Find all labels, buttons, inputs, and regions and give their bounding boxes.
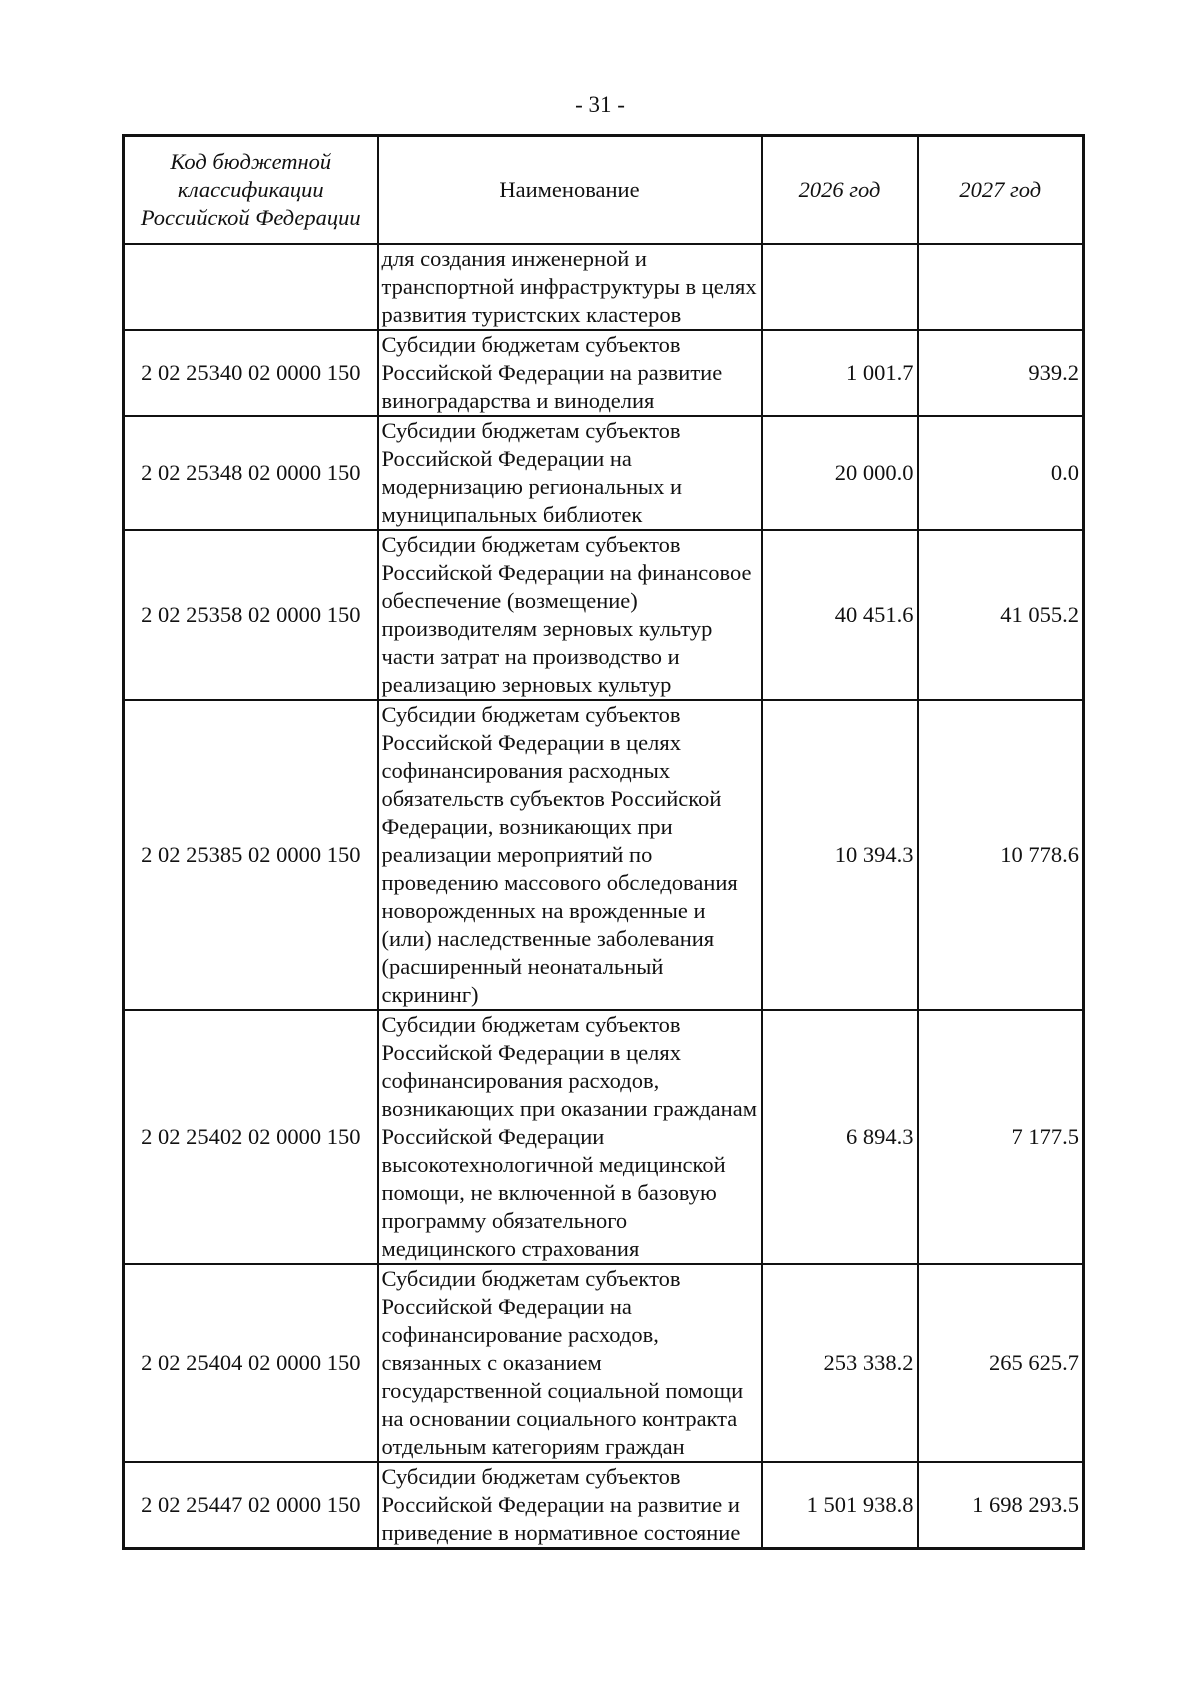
row-amount-2026 bbox=[762, 244, 918, 330]
row-amount-2027: 7 177.5 bbox=[918, 1010, 1084, 1264]
row-amount-2026: 1 501 938.8 bbox=[762, 1462, 918, 1549]
row-name: для создания инженерной и транспортной инфраструктуры в целях развития туристских кластеров bbox=[378, 244, 762, 330]
row-amount-2026: 40 451.6 bbox=[762, 530, 918, 700]
row-amount-2027: 41 055.2 bbox=[918, 530, 1084, 700]
row-amount-2027: 939.2 bbox=[918, 330, 1084, 416]
row-amount-2026: 6 894.3 bbox=[762, 1010, 918, 1264]
row-amount-2026: 20 000.0 bbox=[762, 416, 918, 530]
header-year-2026: 2026 год bbox=[762, 136, 918, 245]
row-code bbox=[124, 244, 378, 330]
row-amount-2027: 0.0 bbox=[918, 416, 1084, 530]
header-year-2027: 2027 год bbox=[918, 136, 1084, 245]
table-row bbox=[124, 1264, 1084, 1462]
row-name: Субсидии бюджетам субъектов Российской Федерации на софинансирование расходов, связанных с оказанием государственной социальной помощи на основании социального контракта отдельным категориям граждан bbox=[378, 1264, 762, 1462]
table-row bbox=[124, 1010, 1084, 1264]
row-amount-2026: 10 394.3 bbox=[762, 700, 918, 1010]
table-row bbox=[124, 330, 1084, 416]
header-code: Код бюджетной классификации Российской Федерации bbox=[124, 136, 378, 245]
row-code: 2 02 25447 02 0000 150 bbox=[124, 1462, 378, 1549]
row-name: Субсидии бюджетам субъектов Российской Федерации в целях софинансирования расходных обязательств субъектов Российской Федерации, возникающих при реализации мероприятий по проведению массового обследования новорожденных на врожденные и (или) наследственные заболевания (расширенный неонатальный скрининг) bbox=[378, 700, 762, 1010]
table-row bbox=[124, 1462, 1084, 1549]
row-code: 2 02 25340 02 0000 150 bbox=[124, 330, 378, 416]
table-row bbox=[124, 416, 1084, 530]
row-code: 2 02 25348 02 0000 150 bbox=[124, 416, 378, 530]
row-amount-2026: 253 338.2 bbox=[762, 1264, 918, 1462]
row-amount-2027: 10 778.6 bbox=[918, 700, 1084, 1010]
row-amount-2027: 1 698 293.5 bbox=[918, 1462, 1084, 1549]
row-amount-2027: 265 625.7 bbox=[918, 1264, 1084, 1462]
page-number: - 31 - bbox=[575, 92, 625, 117]
row-name: Субсидии бюджетам субъектов Российской Федерации на финансовое обеспечение (возмещение) производителям зерновых культур части затрат на производство и реализацию зерновых культур bbox=[378, 530, 762, 700]
row-code: 2 02 25402 02 0000 150 bbox=[124, 1010, 378, 1264]
row-name: Субсидии бюджетам субъектов Российской Федерации в целях софинансирования расходов, возникающих при оказании гражданам Российской Федерации высокотехнологичной медицинской помощи, не включенной в базовую программу обязательного медицинского страхования bbox=[378, 1010, 762, 1264]
row-name: Субсидии бюджетам субъектов Российской Федерации на развитие виноградарства и виноделия bbox=[378, 330, 762, 416]
row-amount-2027 bbox=[918, 244, 1084, 330]
row-code: 2 02 25385 02 0000 150 bbox=[124, 700, 378, 1010]
row-name: Субсидии бюджетам субъектов Российской Федерации на развитие и приведение в нормативное состояние bbox=[378, 1462, 762, 1549]
header-name: Наименование bbox=[378, 136, 762, 245]
table-row bbox=[124, 530, 1084, 700]
row-code: 2 02 25358 02 0000 150 bbox=[124, 530, 378, 700]
table-row bbox=[124, 244, 1084, 330]
row-code: 2 02 25404 02 0000 150 bbox=[124, 1264, 378, 1462]
row-name: Субсидии бюджетам субъектов Российской Федерации на модернизацию региональных и муниципальных библиотек bbox=[378, 416, 762, 530]
table-row bbox=[124, 700, 1084, 1010]
budget-table bbox=[122, 134, 1085, 1550]
row-amount-2026: 1 001.7 bbox=[762, 330, 918, 416]
table-header-row bbox=[124, 136, 1084, 245]
